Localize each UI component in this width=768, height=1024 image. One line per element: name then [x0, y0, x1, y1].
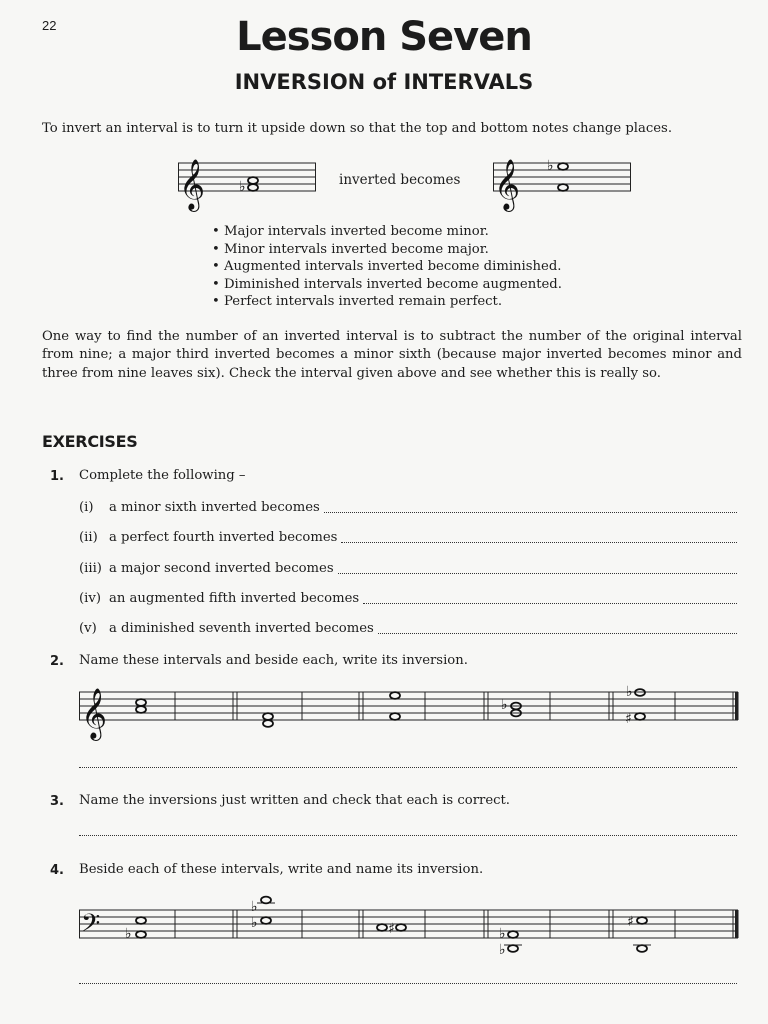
- note-head: [390, 713, 400, 720]
- exercises-heading: EXERCISES: [42, 432, 138, 451]
- flat-icon: ♭: [499, 926, 506, 942]
- page-title: Lesson Seven: [236, 14, 532, 60]
- note-head: [248, 177, 258, 184]
- rules-list: [212, 223, 562, 311]
- flat-icon: ♭: [239, 179, 246, 195]
- note-head: [136, 706, 146, 713]
- answer-item-2[interactable]: [79, 530, 737, 545]
- item-number: (v): [79, 621, 97, 636]
- note-head: [637, 945, 647, 952]
- answer-item-5[interactable]: [79, 621, 737, 636]
- sharp-icon: ♯: [625, 711, 632, 727]
- bass-clef-icon: 𝄢: [81, 909, 101, 944]
- flat-icon: ♭: [547, 158, 554, 174]
- list-item: • Perfect intervals inverted remain perfect.: [212, 293, 562, 311]
- answer-line-q4[interactable]: [79, 982, 737, 984]
- note-head: [136, 917, 146, 924]
- note-head: [635, 713, 645, 720]
- treble-staff-exercise[interactable]: [79, 686, 739, 746]
- note-head: [558, 163, 568, 170]
- item-text: a diminished seventh inverted becomes: [109, 621, 374, 636]
- answer-blank[interactable]: [363, 591, 737, 604]
- note-head: [261, 917, 271, 924]
- list-item: • Augmented intervals inverted become diminished.: [212, 258, 562, 276]
- note-head: [136, 699, 146, 706]
- note-head: [508, 945, 518, 952]
- answer-line-q3[interactable]: [79, 834, 737, 836]
- note-head: [263, 713, 273, 720]
- answer-blank[interactable]: [378, 621, 737, 634]
- answer-item-4[interactable]: [79, 591, 737, 606]
- page-subtitle: INVERSION of INTERVALS: [234, 70, 534, 94]
- answer-blank[interactable]: [341, 530, 737, 543]
- question-3-number: 3.: [50, 794, 64, 809]
- note-head: [508, 931, 518, 938]
- note-head: [261, 897, 271, 904]
- flat-icon: ♭: [499, 942, 506, 958]
- item-text: a minor sixth inverted becomes: [109, 500, 320, 515]
- example-staff-inverted: [493, 158, 633, 208]
- answer-item-3[interactable]: [79, 561, 737, 576]
- note-head: [390, 692, 400, 699]
- explanation-paragraph: One way to find the number of an inverted interval is to subtract the number of the original interval from nine; a major third inverted becomes a minor sixth (because major inverted becomes minor and three from nine leaves six). Check the interval given above and see whether this is really so.: [42, 329, 742, 381]
- answer-line-q2[interactable]: [79, 766, 737, 768]
- question-2-text: Name these intervals and beside each, write its inversion.: [79, 653, 468, 668]
- item-number: (iii): [79, 561, 102, 576]
- note-head: [136, 931, 146, 938]
- item-number: (iv): [79, 591, 101, 606]
- question-1-text: Complete the following –: [79, 468, 246, 483]
- question-2-number: 2.: [50, 654, 64, 669]
- example-label: inverted becomes: [339, 172, 461, 188]
- treble-clef-icon: 𝄞: [179, 159, 206, 210]
- item-number: (i): [79, 500, 94, 515]
- treble-clef-icon: 𝄞: [494, 159, 521, 210]
- flat-icon: ♭: [251, 915, 258, 931]
- question-4-text: Beside each of these intervals, write and name its inversion.: [79, 862, 484, 877]
- page-number: 22: [42, 18, 57, 33]
- example-staff-original: [178, 158, 318, 208]
- note-head: [377, 924, 387, 931]
- list-item: • Major intervals inverted become minor.: [212, 223, 562, 241]
- sharp-icon: ♯: [627, 914, 634, 930]
- question-4-number: 4.: [50, 863, 64, 878]
- question-3-text: Name the inversions just written and check that each is correct.: [79, 793, 510, 808]
- intro-text: To invert an interval is to turn it upside down so that the top and bottom notes change places.: [42, 121, 673, 136]
- flat-icon: ♭: [125, 926, 132, 942]
- note-head: [396, 924, 406, 931]
- question-1-number: 1.: [50, 469, 64, 484]
- list-item: • Minor intervals inverted become major.: [212, 241, 562, 259]
- answer-blank[interactable]: [338, 561, 737, 574]
- list-item: • Diminished intervals inverted become augmented.: [212, 276, 562, 294]
- note-head: [263, 720, 273, 727]
- answer-blank[interactable]: [324, 500, 737, 513]
- item-text: a major second inverted becomes: [109, 561, 334, 576]
- item-text: a perfect fourth inverted becomes: [109, 530, 338, 545]
- sharp-icon: ♯: [388, 921, 395, 937]
- flat-icon: ♭: [251, 899, 258, 915]
- treble-clef-icon: 𝄞: [81, 688, 108, 739]
- note-head: [637, 917, 647, 924]
- note-head: [558, 184, 568, 191]
- flat-icon: ♭: [501, 697, 508, 713]
- bass-staff-exercise[interactable]: [79, 899, 739, 964]
- note-head: [248, 184, 258, 191]
- item-text: an augmented fifth inverted becomes: [109, 591, 360, 606]
- item-number: (ii): [79, 530, 98, 545]
- flat-icon: ♭: [626, 684, 633, 700]
- answer-item-1[interactable]: [79, 500, 737, 515]
